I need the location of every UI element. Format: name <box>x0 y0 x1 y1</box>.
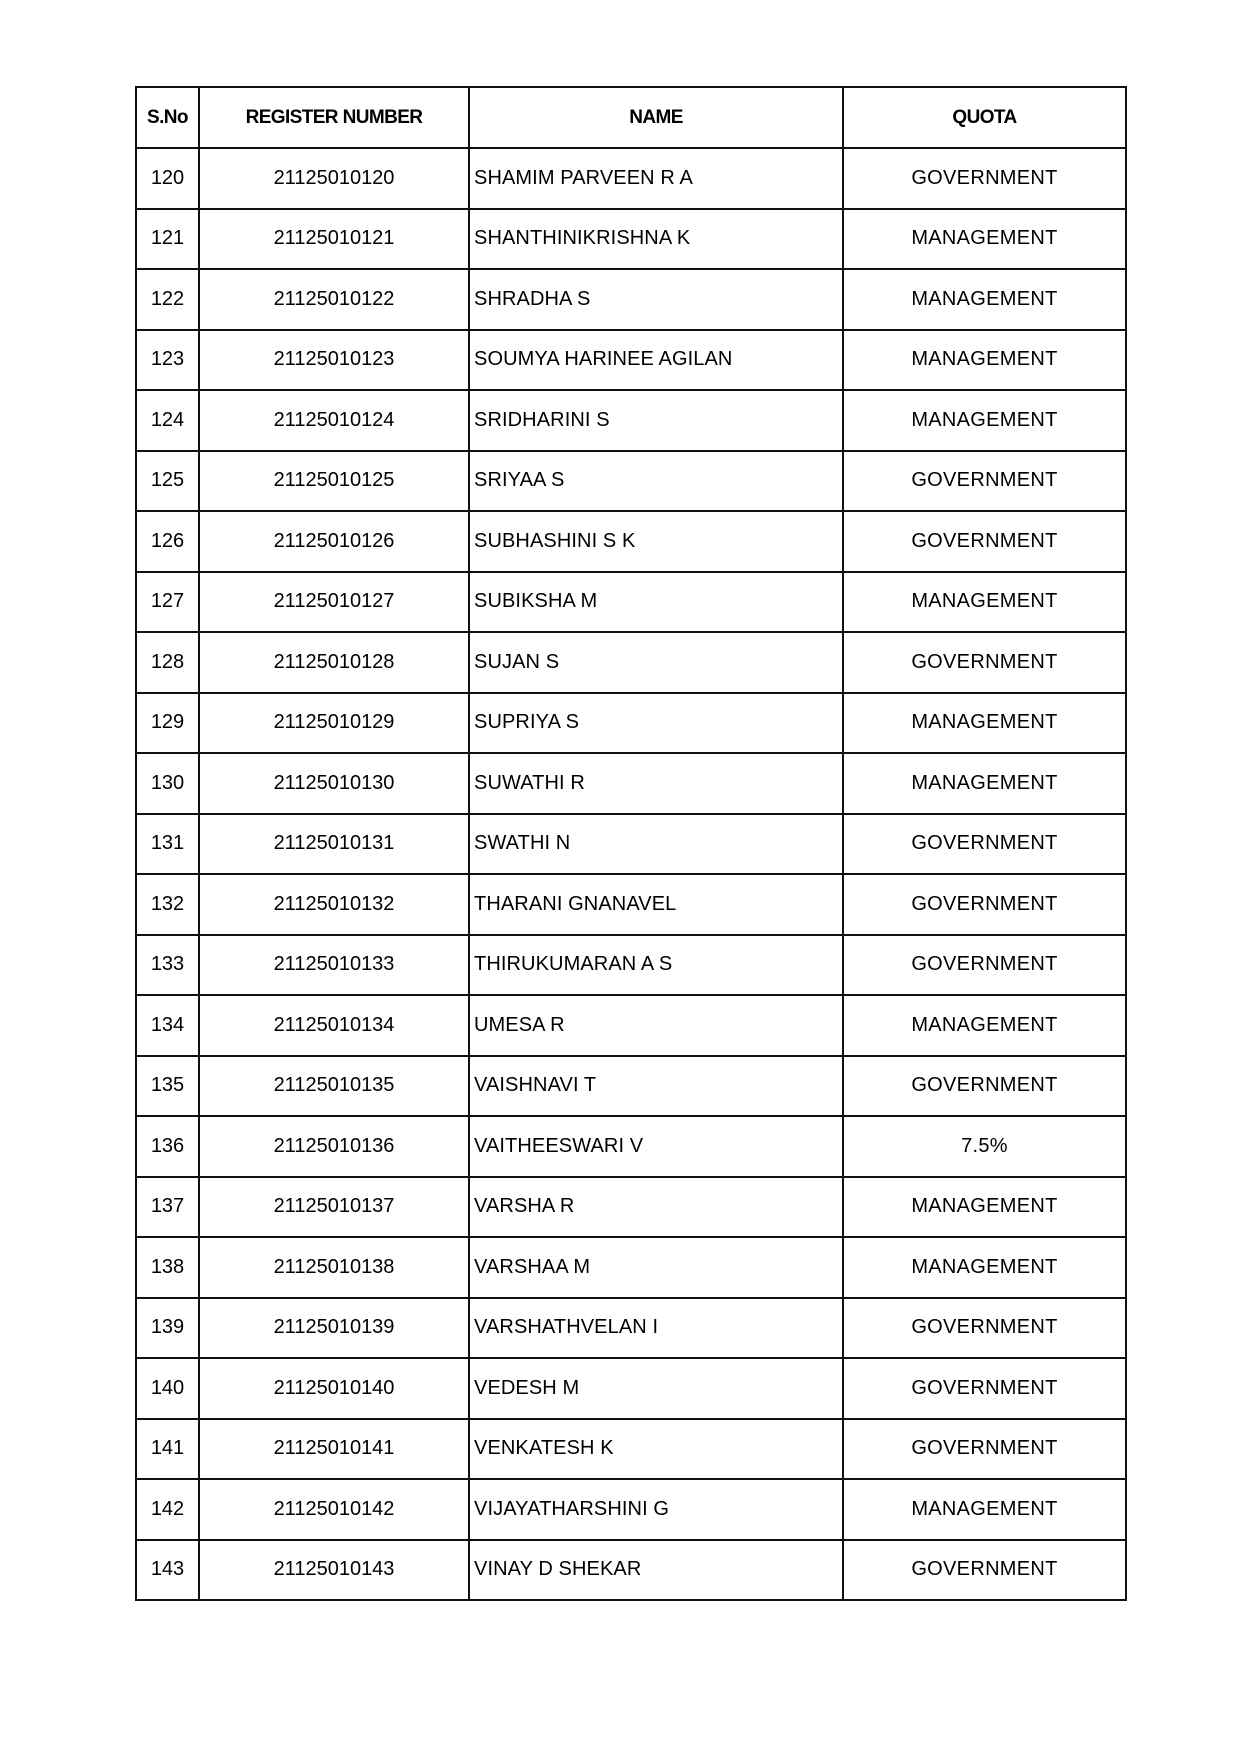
cell-sno: 137 <box>136 1177 199 1238</box>
cell-name: SHANTHINIKRISHNA K <box>469 209 843 270</box>
cell-name: SHRADHA S <box>469 269 843 330</box>
header-name: NAME <box>469 87 843 148</box>
cell-quota: MANAGEMENT <box>843 209 1126 270</box>
cell-sno: 125 <box>136 451 199 512</box>
cell-register-number: 21125010129 <box>199 693 469 754</box>
cell-sno: 139 <box>136 1298 199 1359</box>
cell-quota: MANAGEMENT <box>843 995 1126 1056</box>
cell-register-number: 21125010137 <box>199 1177 469 1238</box>
cell-register-number: 21125010124 <box>199 390 469 451</box>
cell-register-number: 21125010142 <box>199 1479 469 1540</box>
cell-name: SUWATHI R <box>469 753 843 814</box>
table-row <box>136 1298 1126 1359</box>
cell-quota: MANAGEMENT <box>843 1177 1126 1238</box>
cell-sno: 123 <box>136 330 199 391</box>
cell-name: VARSHA R <box>469 1177 843 1238</box>
cell-register-number: 21125010131 <box>199 814 469 875</box>
table-row <box>136 753 1126 814</box>
cell-sno: 133 <box>136 935 199 996</box>
table-row <box>136 148 1126 209</box>
table-row <box>136 511 1126 572</box>
table-row <box>136 330 1126 391</box>
cell-register-number: 21125010143 <box>199 1540 469 1601</box>
cell-name: SUJAN S <box>469 632 843 693</box>
cell-name: THARANI GNANAVEL <box>469 874 843 935</box>
cell-sno: 143 <box>136 1540 199 1601</box>
cell-register-number: 21125010130 <box>199 753 469 814</box>
cell-quota: MANAGEMENT <box>843 753 1126 814</box>
cell-quota: GOVERNMENT <box>843 511 1126 572</box>
cell-sno: 136 <box>136 1116 199 1177</box>
cell-sno: 138 <box>136 1237 199 1298</box>
cell-quota: MANAGEMENT <box>843 1237 1126 1298</box>
cell-sno: 122 <box>136 269 199 330</box>
cell-register-number: 21125010125 <box>199 451 469 512</box>
cell-name: THIRUKUMARAN A S <box>469 935 843 996</box>
header-row <box>136 87 1126 148</box>
cell-sno: 142 <box>136 1479 199 1540</box>
cell-sno: 135 <box>136 1056 199 1117</box>
cell-quota: GOVERNMENT <box>843 1419 1126 1480</box>
cell-sno: 128 <box>136 632 199 693</box>
table-row <box>136 1116 1126 1177</box>
student-list-page <box>135 86 1125 1601</box>
cell-sno: 134 <box>136 995 199 1056</box>
cell-name: VARSHATHVELAN I <box>469 1298 843 1359</box>
header-register-number: REGISTER NUMBER <box>199 87 469 148</box>
table-row <box>136 1479 1126 1540</box>
cell-quota: GOVERNMENT <box>843 874 1126 935</box>
table-row <box>136 572 1126 633</box>
cell-register-number: 21125010136 <box>199 1116 469 1177</box>
cell-name: SUBHASHINI S K <box>469 511 843 572</box>
cell-register-number: 21125010138 <box>199 1237 469 1298</box>
cell-quota: GOVERNMENT <box>843 1540 1126 1601</box>
cell-name: SHAMIM PARVEEN R A <box>469 148 843 209</box>
cell-name: SRIDHARINI S <box>469 390 843 451</box>
table-row <box>136 269 1126 330</box>
table-row <box>136 814 1126 875</box>
cell-register-number: 21125010123 <box>199 330 469 391</box>
student-quota-table <box>135 86 1127 1601</box>
cell-sno: 141 <box>136 1419 199 1480</box>
cell-quota: MANAGEMENT <box>843 693 1126 754</box>
cell-register-number: 21125010127 <box>199 572 469 633</box>
cell-name: SOUMYA HARINEE AGILAN <box>469 330 843 391</box>
cell-name: SUPRIYA S <box>469 693 843 754</box>
table-row <box>136 935 1126 996</box>
cell-register-number: 21125010141 <box>199 1419 469 1480</box>
cell-quota: GOVERNMENT <box>843 148 1126 209</box>
table-row <box>136 1419 1126 1480</box>
cell-quota: MANAGEMENT <box>843 330 1126 391</box>
table-row <box>136 995 1126 1056</box>
cell-quota: MANAGEMENT <box>843 390 1126 451</box>
cell-sno: 124 <box>136 390 199 451</box>
header-quota: QUOTA <box>843 87 1126 148</box>
cell-register-number: 21125010134 <box>199 995 469 1056</box>
cell-quota: GOVERNMENT <box>843 1358 1126 1419</box>
cell-name: UMESA R <box>469 995 843 1056</box>
cell-sno: 131 <box>136 814 199 875</box>
cell-register-number: 21125010122 <box>199 269 469 330</box>
cell-name: SRIYAA S <box>469 451 843 512</box>
cell-sno: 129 <box>136 693 199 754</box>
cell-name: VARSHAA M <box>469 1237 843 1298</box>
cell-name: SWATHI N <box>469 814 843 875</box>
cell-register-number: 21125010128 <box>199 632 469 693</box>
cell-quota: GOVERNMENT <box>843 1056 1126 1117</box>
cell-name: VINAY D SHEKAR <box>469 1540 843 1601</box>
cell-name: SUBIKSHA M <box>469 572 843 633</box>
cell-quota: MANAGEMENT <box>843 269 1126 330</box>
cell-name: VENKATESH K <box>469 1419 843 1480</box>
cell-quota: MANAGEMENT <box>843 572 1126 633</box>
table-row <box>136 1056 1126 1117</box>
table-body <box>136 148 1126 1600</box>
cell-quota: GOVERNMENT <box>843 451 1126 512</box>
table-header <box>136 87 1126 148</box>
cell-sno: 126 <box>136 511 199 572</box>
cell-quota: GOVERNMENT <box>843 814 1126 875</box>
table-row <box>136 1540 1126 1601</box>
table-row <box>136 874 1126 935</box>
cell-register-number: 21125010121 <box>199 209 469 270</box>
cell-name: VAISHNAVI T <box>469 1056 843 1117</box>
table-row <box>136 1177 1126 1238</box>
cell-quota: GOVERNMENT <box>843 935 1126 996</box>
table-row <box>136 390 1126 451</box>
cell-sno: 140 <box>136 1358 199 1419</box>
cell-sno: 132 <box>136 874 199 935</box>
cell-name: VIJAYATHARSHINI G <box>469 1479 843 1540</box>
cell-sno: 120 <box>136 148 199 209</box>
cell-register-number: 21125010135 <box>199 1056 469 1117</box>
cell-register-number: 21125010139 <box>199 1298 469 1359</box>
cell-register-number: 21125010140 <box>199 1358 469 1419</box>
table-row <box>136 693 1126 754</box>
cell-quota: MANAGEMENT <box>843 1479 1126 1540</box>
table-row <box>136 209 1126 270</box>
table-row <box>136 632 1126 693</box>
cell-quota: GOVERNMENT <box>843 632 1126 693</box>
header-sno: S.No <box>136 87 199 148</box>
cell-name: VEDESH M <box>469 1358 843 1419</box>
cell-register-number: 21125010133 <box>199 935 469 996</box>
cell-sno: 130 <box>136 753 199 814</box>
cell-sno: 127 <box>136 572 199 633</box>
table-row <box>136 1237 1126 1298</box>
cell-quota: 7.5% <box>843 1116 1126 1177</box>
cell-register-number: 21125010126 <box>199 511 469 572</box>
table-row <box>136 451 1126 512</box>
cell-name: VAITHEESWARI V <box>469 1116 843 1177</box>
cell-register-number: 21125010132 <box>199 874 469 935</box>
cell-quota: GOVERNMENT <box>843 1298 1126 1359</box>
table-row <box>136 1358 1126 1419</box>
cell-register-number: 21125010120 <box>199 148 469 209</box>
cell-sno: 121 <box>136 209 199 270</box>
